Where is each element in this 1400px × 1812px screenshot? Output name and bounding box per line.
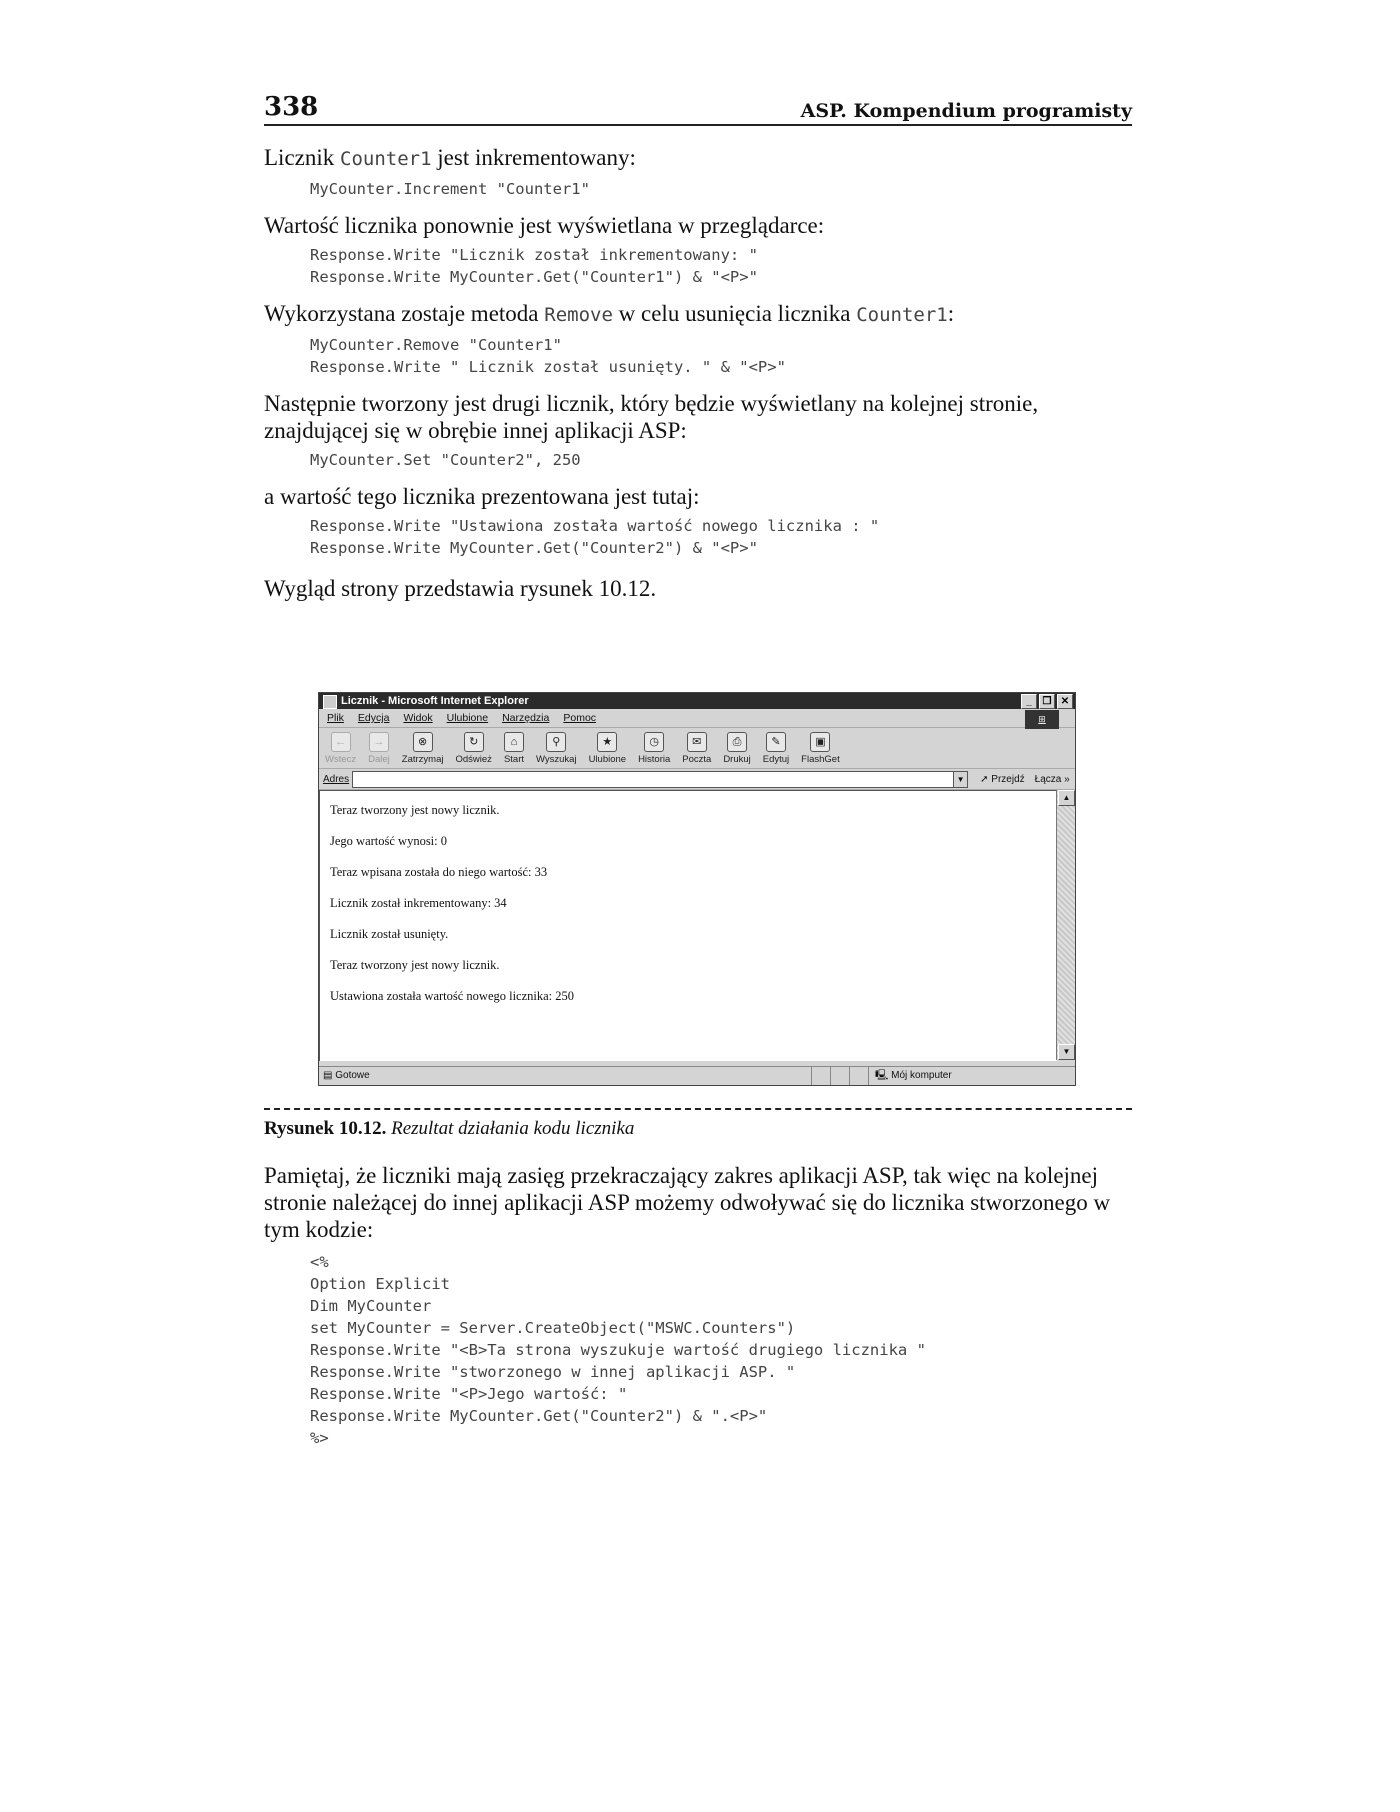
chevron-down-icon[interactable]: ▼	[953, 771, 968, 788]
inline-code: Counter1	[856, 304, 948, 326]
mail-icon: ✉	[687, 732, 707, 752]
content-line: Licznik został inkrementowany: 34	[330, 896, 507, 910]
content-line: Teraz wpisana została do niego wartość: 33	[330, 865, 548, 879]
forward-icon: →	[369, 732, 389, 752]
favorites-button[interactable]: ★ Ulubione	[589, 728, 627, 765]
page-content	[319, 790, 1057, 1061]
code-block-5: Response.Write "Ustawiona została wartość nowego licznika : " Response.Write MyCounter.Get("Counter2") & "<P>"	[310, 517, 880, 557]
content-line: Teraz tworzony jest nowy licznik.	[330, 803, 500, 817]
code-block-1: MyCounter.Increment "Counter1"	[310, 180, 590, 198]
links-button[interactable]: Łącza »	[1034, 773, 1070, 785]
status-zone: 🖳 Mój komputer	[875, 1070, 952, 1081]
content-line: Jego wartość wynosi: 0	[330, 834, 447, 848]
home-button[interactable]: ⌂ Start	[504, 728, 524, 765]
close-icon[interactable]: ✕	[1057, 694, 1073, 709]
scroll-up-icon[interactable]: ▲	[1058, 790, 1075, 806]
page-number: 338	[264, 92, 319, 122]
windows-logo-icon: ⊞	[1025, 710, 1059, 729]
print-button[interactable]: ⎙ Drukuj	[723, 728, 750, 765]
search-button[interactable]: ⚲ Wyszukaj	[536, 728, 577, 765]
status-ready: ▤ Gotowe	[319, 1067, 812, 1085]
inline-code: Remove	[544, 304, 613, 326]
ie-icon	[323, 695, 337, 709]
toolbar	[319, 728, 1075, 769]
paragraph-4: Następnie tworzony jest drugi licznik, który będzie wyświetlany na kolejnej stronie, znajdującej się w obrębie innej aplikacji ASP:	[264, 391, 1039, 443]
browser-window	[318, 692, 1076, 1086]
back-icon: ←	[331, 732, 351, 752]
flashget-icon: ▣	[810, 732, 830, 752]
figure-caption	[264, 1118, 634, 1140]
book-title: ASP. Kompendium programisty	[800, 100, 1132, 122]
edit-icon: ✎	[766, 732, 786, 752]
history-icon: ◷	[644, 732, 664, 752]
content-line: Licznik został usunięty.	[330, 927, 449, 941]
paragraph-2: Wartość licznika ponownie jest wyświetlana w przeglądarce:	[264, 213, 825, 238]
edit-button[interactable]: ✎ Edytuj	[763, 728, 789, 765]
refresh-button[interactable]: ↻ Odśwież	[456, 728, 492, 765]
restore-icon[interactable]: ❐	[1039, 694, 1055, 709]
menu-bar	[319, 709, 1075, 728]
paragraph-7: Pamiętaj, że liczniki mają zasięg przekraczający zakres aplikacji ASP, tak więc na kolejnej stronie należącej do innej aplikacji ASP możemy odwoływać się do licznika stworzonego w tym kodzie:	[264, 1163, 1111, 1242]
paragraph-3: Wykorzystana zostaje metoda Remove w celu usunięcia licznika Counter1:	[264, 301, 955, 326]
browser-titlebar	[319, 693, 1075, 709]
menu-view[interactable]: Widok	[403, 712, 433, 724]
menu-help[interactable]: Pomoc	[563, 712, 597, 724]
page	[264, 92, 1132, 602]
inline-code: Counter1	[340, 148, 432, 170]
flashget-button[interactable]: ▣ FlashGet	[801, 728, 840, 765]
mail-button[interactable]: ✉ Poczta	[682, 728, 711, 765]
browser-title: Licznik - Microsoft Internet Explorer	[341, 695, 529, 707]
menu-favorites[interactable]: Ulubione	[446, 712, 489, 724]
history-button[interactable]: ◷ Historia	[638, 728, 670, 765]
go-button[interactable]: ➚ Przejdź	[980, 773, 1025, 785]
forward-button[interactable]: → Dalej	[368, 728, 390, 765]
code-block-4: MyCounter.Set "Counter2", 250	[310, 451, 581, 469]
code-block-3: MyCounter.Remove "Counter1" Response.Write " Licznik został usunięty. " & "<P>"	[310, 336, 786, 376]
stop-icon: ⊗	[413, 732, 433, 752]
content-line: Teraz tworzony jest nowy licznik.	[330, 958, 500, 972]
code-block-2: Response.Write "Licznik został inkrementowany: " Response.Write MyCounter.Get("Counter1") & "<P>"	[310, 246, 758, 286]
paragraph-6: Wygląd strony przedstawia rysunek 10.12.	[264, 576, 657, 601]
figure-divider	[264, 1108, 1132, 1110]
print-icon: ⎙	[727, 732, 747, 752]
lower-section	[264, 1162, 1132, 1449]
address-label: Adres	[323, 773, 350, 785]
minimize-icon[interactable]: _	[1021, 694, 1037, 709]
home-icon: ⌂	[504, 732, 524, 752]
code-block-7: <% Option Explicit Dim MyCounter set MyCounter = Server.CreateObject("MSWC.Counters") Response.Write "<B>Ta strona wyszukuje wartość drugiego licznika " Response.Write "stworzonego w innej aplikacji ASP. " Response.Write "<P>Jego wartość: " Response.Write MyCounter.Get("Counter2") & ".<P>" %>	[310, 1253, 926, 1447]
caption-label: Rysunek 10.12.	[264, 1118, 387, 1139]
menu-file[interactable]: Plik	[327, 712, 344, 724]
favorites-icon: ★	[597, 732, 617, 752]
address-input[interactable]	[352, 771, 953, 788]
running-header	[264, 92, 1132, 126]
content-line: Ustawiona została wartość nowego licznika: 250	[330, 989, 575, 1003]
search-icon: ⚲	[546, 732, 566, 752]
vertical-scrollbar[interactable]	[1056, 790, 1075, 1060]
stop-button[interactable]: ⊗ Zatrzymaj	[402, 728, 444, 765]
caption-text: Rezultat działania kodu licznika	[391, 1118, 635, 1139]
menu-tools[interactable]: Narzędzia	[502, 712, 550, 724]
status-bar	[319, 1066, 1075, 1085]
paragraph-1: Licznik Counter1 jest inkrementowany:	[264, 145, 636, 170]
refresh-icon: ↻	[464, 732, 484, 752]
back-button[interactable]: ← Wstecz	[325, 728, 356, 765]
scroll-down-icon[interactable]: ▼	[1058, 1044, 1075, 1060]
menu-edit[interactable]: Edycja	[357, 712, 390, 724]
paragraph-5: a wartość tego licznika prezentowana jest tutaj:	[264, 484, 700, 509]
address-bar	[319, 769, 1075, 790]
